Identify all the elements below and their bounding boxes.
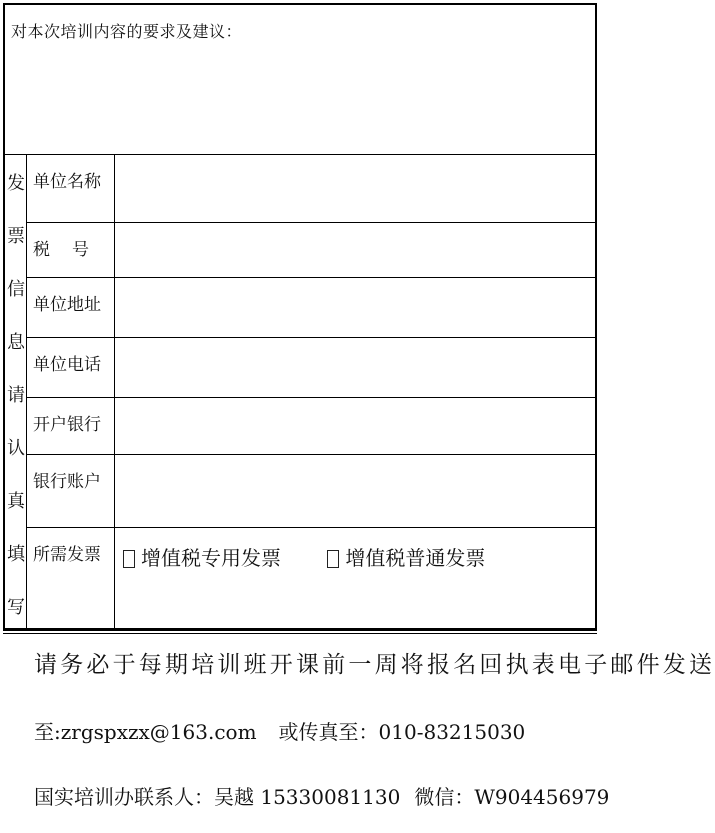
row-label: 开户银行 xyxy=(27,398,115,454)
row-company-name[interactable] xyxy=(27,155,595,223)
row-company-phone[interactable] xyxy=(27,338,595,398)
wechat-id: 微信：W904456979 xyxy=(414,785,610,809)
email-address: 至:zrgspxzx@163.com xyxy=(34,720,257,744)
option-special-vat[interactable] xyxy=(123,546,281,570)
side-char: 写 xyxy=(7,597,25,618)
fax-number: 或传真至：010-83215030 xyxy=(278,720,526,744)
checkbox-icon[interactable] xyxy=(327,550,339,568)
side-char: 票 xyxy=(7,226,25,247)
side-char: 发 xyxy=(7,173,25,194)
side-char: 息 xyxy=(7,332,25,353)
email-fax-line xyxy=(34,716,525,745)
option-label: 增值税普通发票 xyxy=(345,546,486,570)
side-char: 填 xyxy=(7,544,25,565)
invoice-rows xyxy=(27,155,595,628)
registration-form xyxy=(3,3,597,630)
side-char: 信 xyxy=(7,279,25,300)
row-label: 单位电话 xyxy=(27,338,115,397)
side-char: 请 xyxy=(7,385,25,406)
side-char: 认 xyxy=(7,438,25,459)
invoice-type-options xyxy=(123,542,485,571)
checkbox-icon[interactable] xyxy=(123,550,135,568)
row-label: 所需发票 xyxy=(27,528,115,628)
submission-notice: 请务必于每期培训班开课前一周将报名回执表电子邮件发送 xyxy=(34,652,715,678)
row-company-address[interactable] xyxy=(27,278,595,338)
feedback-section[interactable] xyxy=(5,5,595,155)
option-label: 增值税专用发票 xyxy=(141,546,281,570)
row-label: 单位地址 xyxy=(27,278,115,337)
row-tax-number[interactable] xyxy=(27,223,595,278)
side-char: 真 xyxy=(7,491,25,512)
row-invoice-type xyxy=(27,528,595,628)
row-label: 单位名称 xyxy=(27,155,115,222)
row-label: 银行账户 xyxy=(27,455,115,527)
invoice-side-label xyxy=(5,155,27,628)
feedback-label: 对本次培训内容的要求及建议： xyxy=(11,22,243,41)
row-bank-account[interactable] xyxy=(27,455,595,528)
contact-person: 国实培训办联系人：吴越 15330081130 xyxy=(34,785,401,809)
option-general-vat[interactable] xyxy=(327,546,485,570)
contact-line xyxy=(34,781,609,810)
row-label: 税号 xyxy=(27,223,115,277)
row-bank-name[interactable] xyxy=(27,398,595,455)
